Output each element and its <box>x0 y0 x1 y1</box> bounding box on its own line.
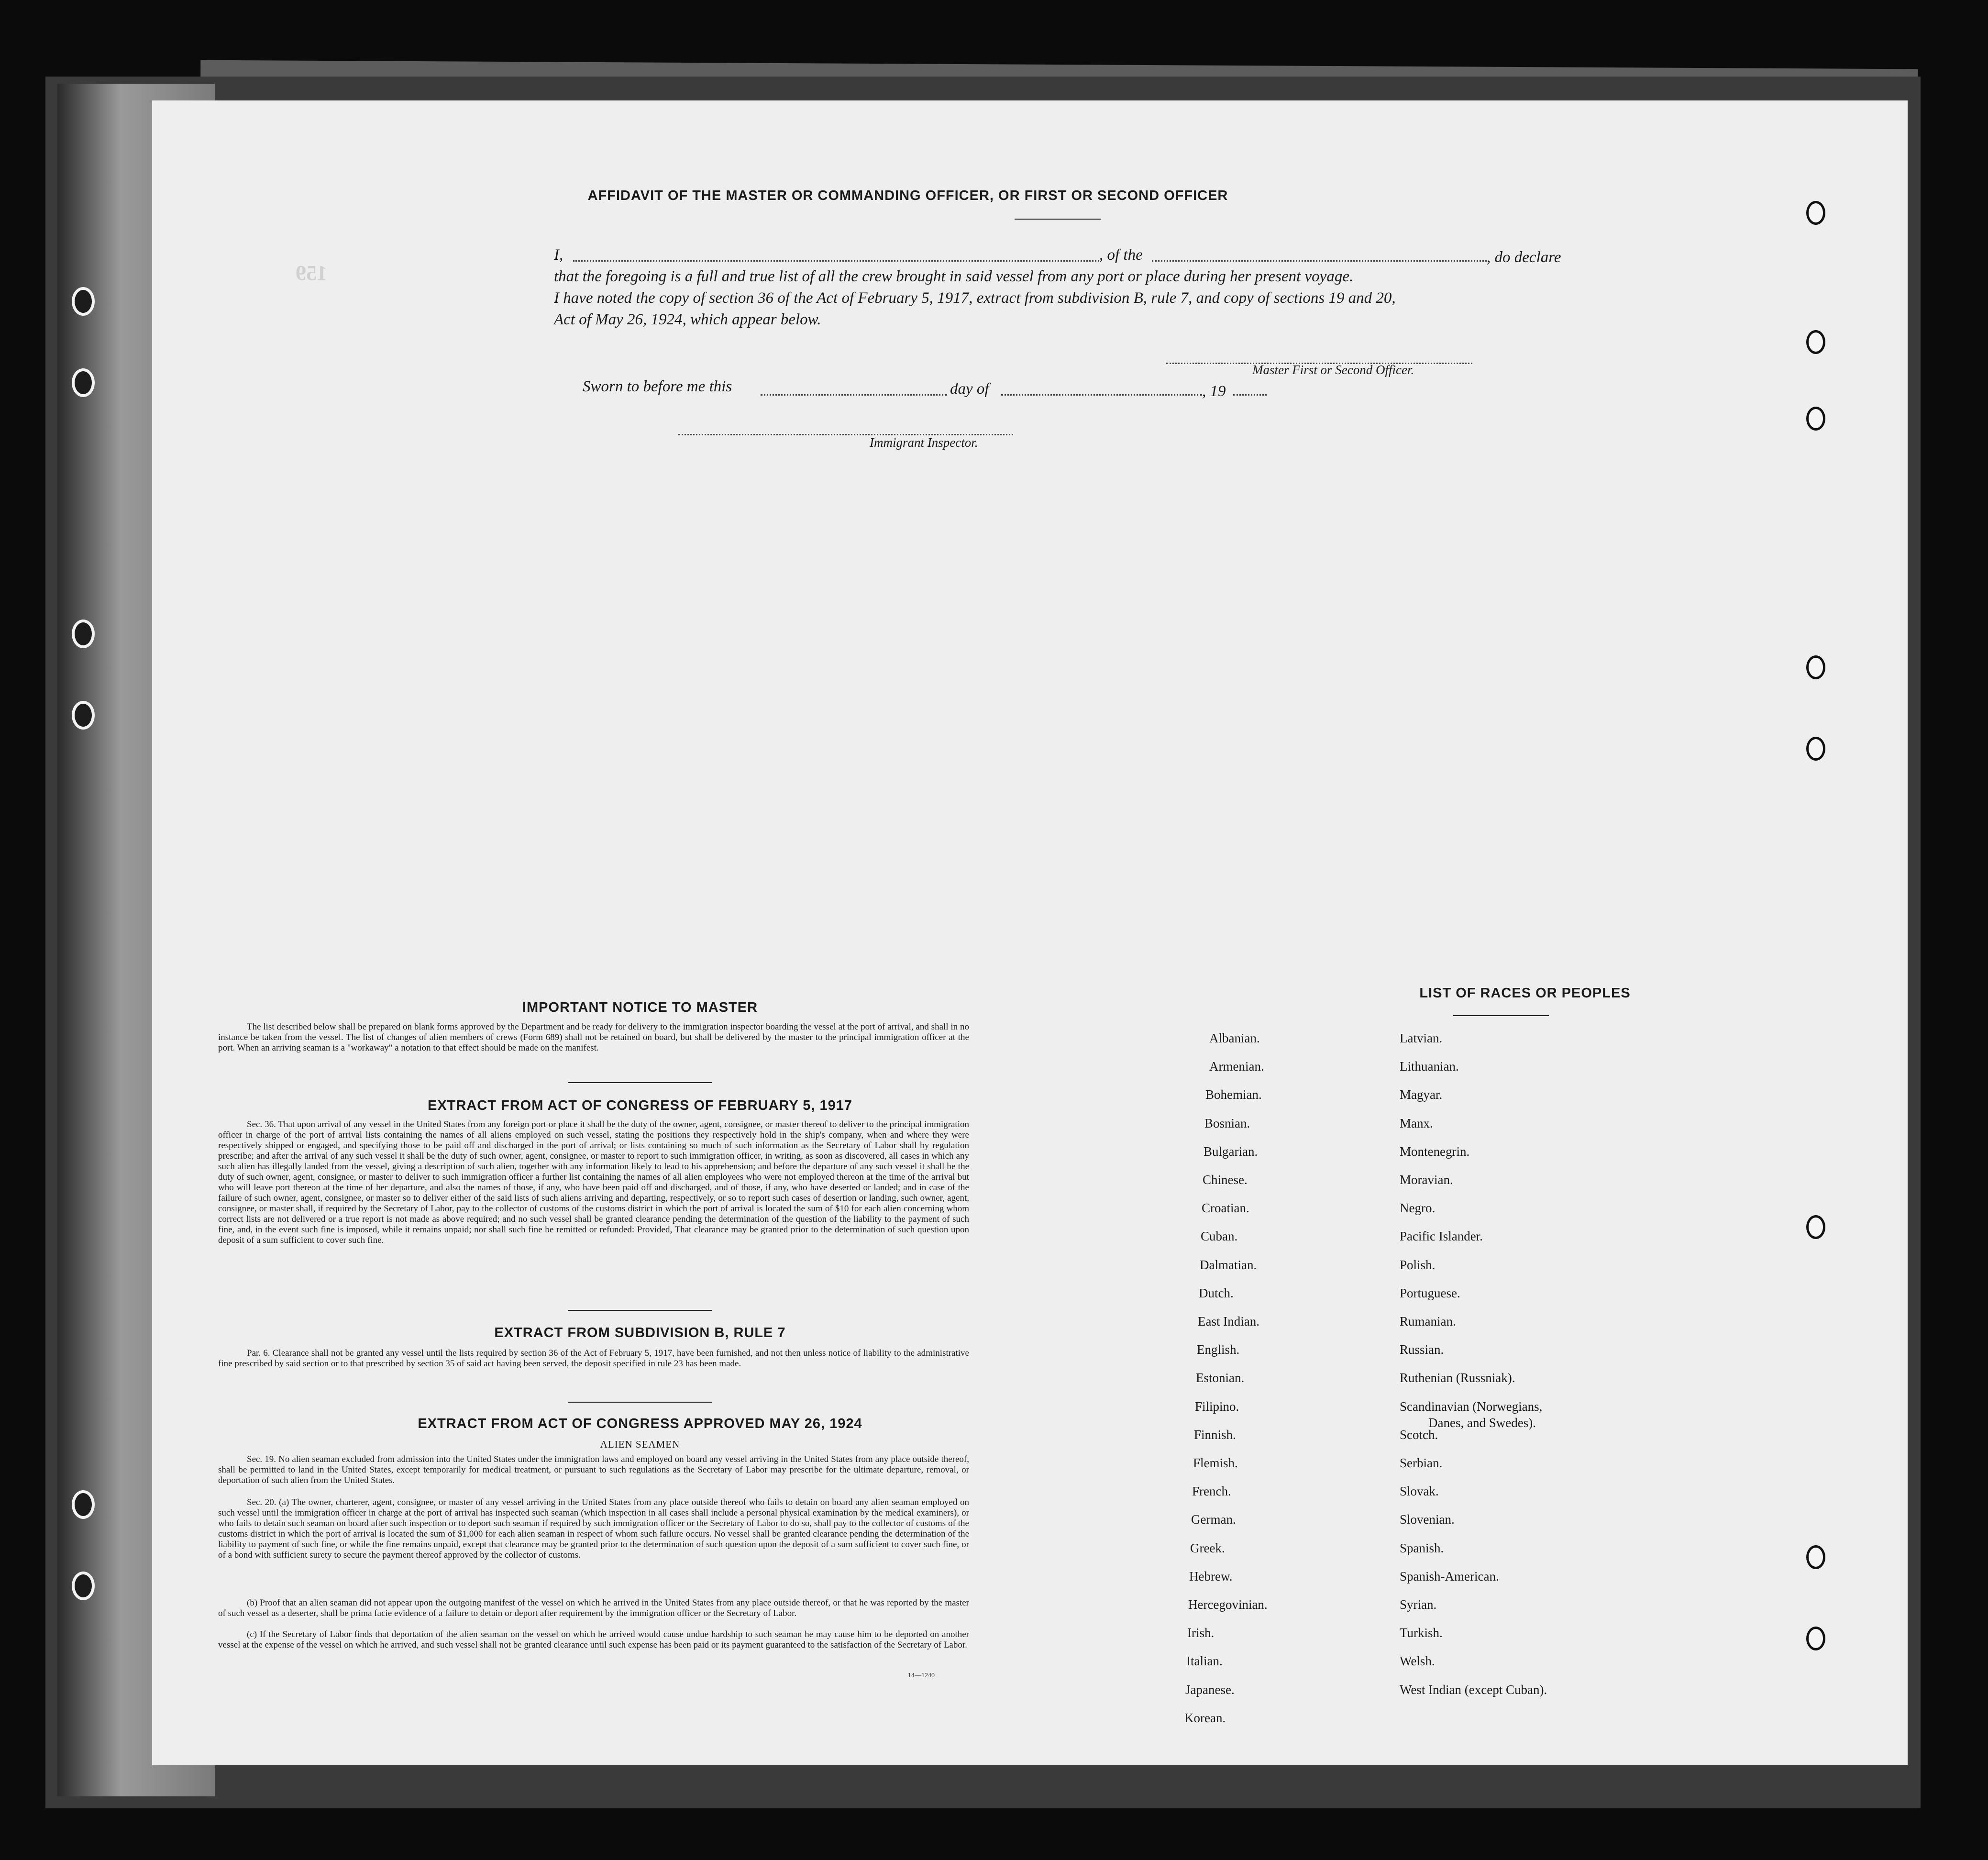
year-blank <box>1233 394 1267 396</box>
race-item: West Indian (except Cuban). <box>1400 1682 1547 1697</box>
race-item: Pacific Islander. <box>1400 1229 1483 1244</box>
race-item: Ruthenian (Russniak). <box>1400 1371 1515 1385</box>
extract-1917-title: EXTRACT FROM ACT OF CONGRESS OF FEBRUARY 5, 1917 <box>427 1098 853 1113</box>
day-of-label: day of <box>950 380 989 398</box>
year-label: , 19 <box>1202 383 1226 400</box>
binder-hole <box>72 1490 95 1519</box>
master-label: Master First or Second Officer. <box>1252 363 1414 377</box>
extract-1917-body: Sec. 36. That upon arrival of any vessel in the United States from any foreign port or place it shall be the duty of the owner, agent, consignee, or master thereof to deliver to the principal immigration officer in charge of the port of arrival lists containing the names of all aliens employed on such vessel, stating the positions they respectively hold in the ship's company, when and where they were respectively shipped or engaged, and specifying those to be paid off and discharged in the port of arrival; or lists containing so much of such information as the Secretary of Labor shall by regulation prescribe; and after the arrival of any such vessel it shall be the duty of such owner, agent, consignee, or master to report to such immigration officer, in writing, as soon as discovered, all cases in which any such alien has illegally landed from the vessel, giving a description of such alien, together with any information likely to lead to his apprehension; and before the departure of any such vessel it shall be the duty of such owner, agent, consignee, or master to deliver to such immigration officer a further list containing the names of all alien employees who were not employed thereon at the time of the arrival but who will leave port thereon at the time of her departure, and also the names of those, if any, who have been paid off and discharged, and of those, if any, who have deserted or landed; and in case of the failure of such owner, agent, consignee, or master so to deliver either of the said lists of such aliens arriving and departing, respectively, or so to report such cases of desertion or landing, such owner, agent, consignee, or master shall, if required by the Secretary of Labor, pay to the collector of customs of the customs district in which the port of arrival is located the sum of $10 for each alien concerning whom correct lists are not delivered or a true report is not made as above required; and no such vessel shall be granted clearance pending the determination of the question of the liability to the payment of such fine, and, in the event such fine is imposed, while it remains unpaid; nor shall such fine be remitted or refunded: Provided, That clearance may be granted prior to the determination of such question upon deposit of a sum sufficient to cover such fine. <box>218 1119 969 1245</box>
race-item: Cuban. <box>1201 1229 1238 1244</box>
binder-hole <box>1806 1627 1825 1650</box>
affidavit-i: I, <box>554 246 563 264</box>
race-item: Scotch. <box>1400 1427 1438 1442</box>
race-item: Japanese. <box>1185 1682 1235 1697</box>
sec20a-body: Sec. 20. (a) The owner, charterer, agent, consignee, or master of any vessel arriving in the United States from any place outside thereof who fails to detain on board any alien seaman employed on such vessel until the immigration officer in charge at the port of arrival has inspected such seaman (which inspection in all cases shall include a personal physical examination by the medical examiners), or who fails to detain such seaman on board after such inspection or to deport such seaman if required by such immigration officer or the Secretary of Labor to do so, shall pay to the collector of customs of the customs district in which the port of arrival is located the sum of $1,000 for each alien seaman in respect of whom such failure occurs. No vessel shall be granted clearance pending the determination of the liability to payment of such fine, or while the fine remains unpaid, except that clearance may be granted prior to the determination of such question upon the deposit of a sum sufficient to cover such fine, or of a bond with sufficient surety to secure the payment thereof approved by the collector of customs. <box>218 1497 969 1560</box>
binder-hole <box>72 368 95 397</box>
race-item: Croatian. <box>1202 1201 1249 1216</box>
vessel-blank <box>1152 260 1487 262</box>
extract-rule7-body: Par. 6. Clearance shall not be granted any vessel until the lists required by section 36 of the Act of February 5, 1917, have been furnished, and not then unless notice of liability to the administrative fine prescribed by said section or to that prescribed by section 35 of said act having been served, the deposit specified in rule 23 has been made. <box>218 1348 969 1369</box>
race-item: French. <box>1192 1484 1231 1499</box>
day-blank <box>761 394 947 396</box>
race-item: Magyar. <box>1400 1087 1443 1102</box>
race-item: Manx. <box>1400 1116 1433 1130</box>
binder-hole <box>72 287 95 316</box>
sec20c-body: (c) If the Secretary of Labor finds that deportation of the alien seaman on the vessel on which he arrived would cause undue hardship to such seaman he may cause him to be deported on another vessel at the expense of the vessel on which he arrived, and such vessel shall not be granted clearance until such expense has been paid or its payment guaranteed to the satisfaction of the Secretary of Labor. <box>218 1629 969 1650</box>
race-item: Greek. <box>1190 1540 1225 1555</box>
binder-hole <box>72 1572 95 1600</box>
month-blank <box>1001 394 1202 396</box>
race-item: Italian. <box>1186 1654 1223 1669</box>
race-item: Slovak. <box>1400 1484 1439 1499</box>
affidavit-line-2: that the foregoing is a full and true list of all the crew brought in said vessel from any port or place during her present voyage. <box>554 268 1354 285</box>
race-item: Syrian. <box>1400 1597 1437 1612</box>
affidavit-line-4: Act of May 26, 1924, which appear below. <box>554 311 821 328</box>
race-item: Bohemian. <box>1205 1087 1262 1102</box>
document-page <box>152 100 1908 1765</box>
races-rule <box>1453 1015 1549 1016</box>
race-item: Filipino. <box>1195 1399 1239 1414</box>
notice-body: The list described below shall be prepared on blank forms approved by the Department and be ready for delivery to the immigration inspector boarding the vessel at the port of arrival, and shall in no instance be taken from the vessel. The list of changes of alien members of crews (Form 689) shall not be retained on board, but shall be delivered by the master to the principal immigration officer at the port. When an arriving seaman is a "workaway" a notation to that effect should be made on the manifest. <box>218 1022 969 1053</box>
affidavit-title: AFFIDAVIT OF THE MASTER OR COMMANDING OFFICER, OR FIRST OR SECOND OFFICER <box>587 188 1228 203</box>
race-item: Albanian. <box>1209 1031 1260 1045</box>
race-item: Armenian. <box>1209 1059 1264 1074</box>
race-item: Negro. <box>1400 1201 1436 1216</box>
race-item: Finnish. <box>1194 1427 1236 1442</box>
race-item: Moravian. <box>1400 1173 1453 1187</box>
form-number: 14—1240 <box>908 1672 935 1679</box>
race-item: Spanish-American. <box>1400 1569 1499 1583</box>
race-item: Serbian. <box>1400 1456 1443 1470</box>
race-item: Welsh. <box>1400 1654 1435 1669</box>
extract-1924-title: EXTRACT FROM ACT OF CONGRESS APPROVED MAY 26, 1924 <box>418 1416 862 1431</box>
race-item: Bosnian. <box>1204 1116 1250 1130</box>
race-item: Hercegovinian. <box>1188 1597 1268 1612</box>
race-item: East Indian. <box>1198 1314 1259 1329</box>
name-blank <box>573 260 1099 262</box>
extract-rule7-title: EXTRACT FROM SUBDIVISION B, RULE 7 <box>494 1325 786 1340</box>
race-item: Irish. <box>1187 1626 1215 1640</box>
race-item: Turkish. <box>1400 1626 1443 1640</box>
binder-hole <box>72 620 95 648</box>
section-rule <box>568 1402 712 1403</box>
race-item: Polish. <box>1400 1257 1436 1272</box>
race-item: Latvian. <box>1400 1031 1443 1045</box>
sworn-text: Sworn to before me this <box>583 378 732 395</box>
races-title: LIST OF RACES OR PEOPLES <box>1419 985 1631 1001</box>
race-item: Spanish. <box>1400 1540 1444 1555</box>
race-item: Russian. <box>1400 1342 1444 1357</box>
binder-hole <box>1806 330 1825 354</box>
sec19-body: Sec. 19. No alien seaman excluded from admission into the United States under the immigration laws and employed on board any vessel arriving in the United States from any place outside thereof, shall be permitted to land in the United States, except temporarily for medical treatment, or pursuant to such regulations as the Secretary of Labor may prescribe for the ultimate departure, removal, or deportation of such alien from the United States. <box>218 1454 969 1485</box>
race-item: Flemish. <box>1193 1456 1238 1470</box>
affidavit-line-3: I have noted the copy of section 36 of the Act of February 5, 1917, extract from subdivision B, rule 7, and copy of sections 19 and 20, <box>554 289 1396 307</box>
race-item: English. <box>1197 1342 1240 1357</box>
race-item: Dalmatian. <box>1200 1257 1257 1272</box>
race-item: Portuguese. <box>1400 1285 1460 1300</box>
sec20b-body: (b) Proof that an alien seaman did not appear upon the outgoing manifest of the vessel on which he arrived in the United States from any place outside thereof, or that he was reported by the master of such vessel as a deserter, shall be prima facie evidence of a failure to detain or deport after requirement by the immigration officer or the Secretary of Labor. <box>218 1598 969 1618</box>
binder-hole <box>1806 1545 1825 1569</box>
race-item: Scandinavian (Norwegians, <box>1400 1399 1543 1414</box>
affidavit-of-the: , of the <box>1099 246 1143 264</box>
race-item: German. <box>1191 1512 1236 1527</box>
race-item: Korean. <box>1184 1710 1226 1725</box>
race-item: Danes, and Swedes). <box>1428 1415 1536 1430</box>
inspector-label: Immigrant Inspector. <box>870 435 978 450</box>
race-item: Montenegrin. <box>1400 1144 1470 1159</box>
binder-hole <box>1806 407 1825 431</box>
race-item: Dutch. <box>1199 1285 1234 1300</box>
notice-title: IMPORTANT NOTICE TO MASTER <box>522 1000 758 1015</box>
race-item: Slovenian. <box>1400 1512 1455 1527</box>
binder-hole <box>72 701 95 730</box>
race-item: Rumanian. <box>1400 1314 1456 1329</box>
section-rule <box>568 1310 712 1311</box>
binder-hole <box>1806 201 1825 225</box>
race-item: Bulgarian. <box>1204 1144 1258 1159</box>
race-item: Chinese. <box>1203 1173 1248 1187</box>
title-rule <box>1015 219 1101 220</box>
binder-hole <box>1806 655 1825 679</box>
binder-hole <box>1806 737 1825 761</box>
binder-hole <box>1806 1215 1825 1239</box>
stamp-number: 159 <box>296 261 327 285</box>
race-item: Lithuanian. <box>1400 1059 1459 1074</box>
alien-seamen-subtitle: ALIEN SEAMEN <box>600 1439 680 1450</box>
section-rule <box>568 1082 712 1083</box>
race-item: Estonian. <box>1196 1371 1245 1385</box>
race-item: Hebrew. <box>1189 1569 1233 1583</box>
affidavit-declare: , do declare <box>1487 249 1561 266</box>
